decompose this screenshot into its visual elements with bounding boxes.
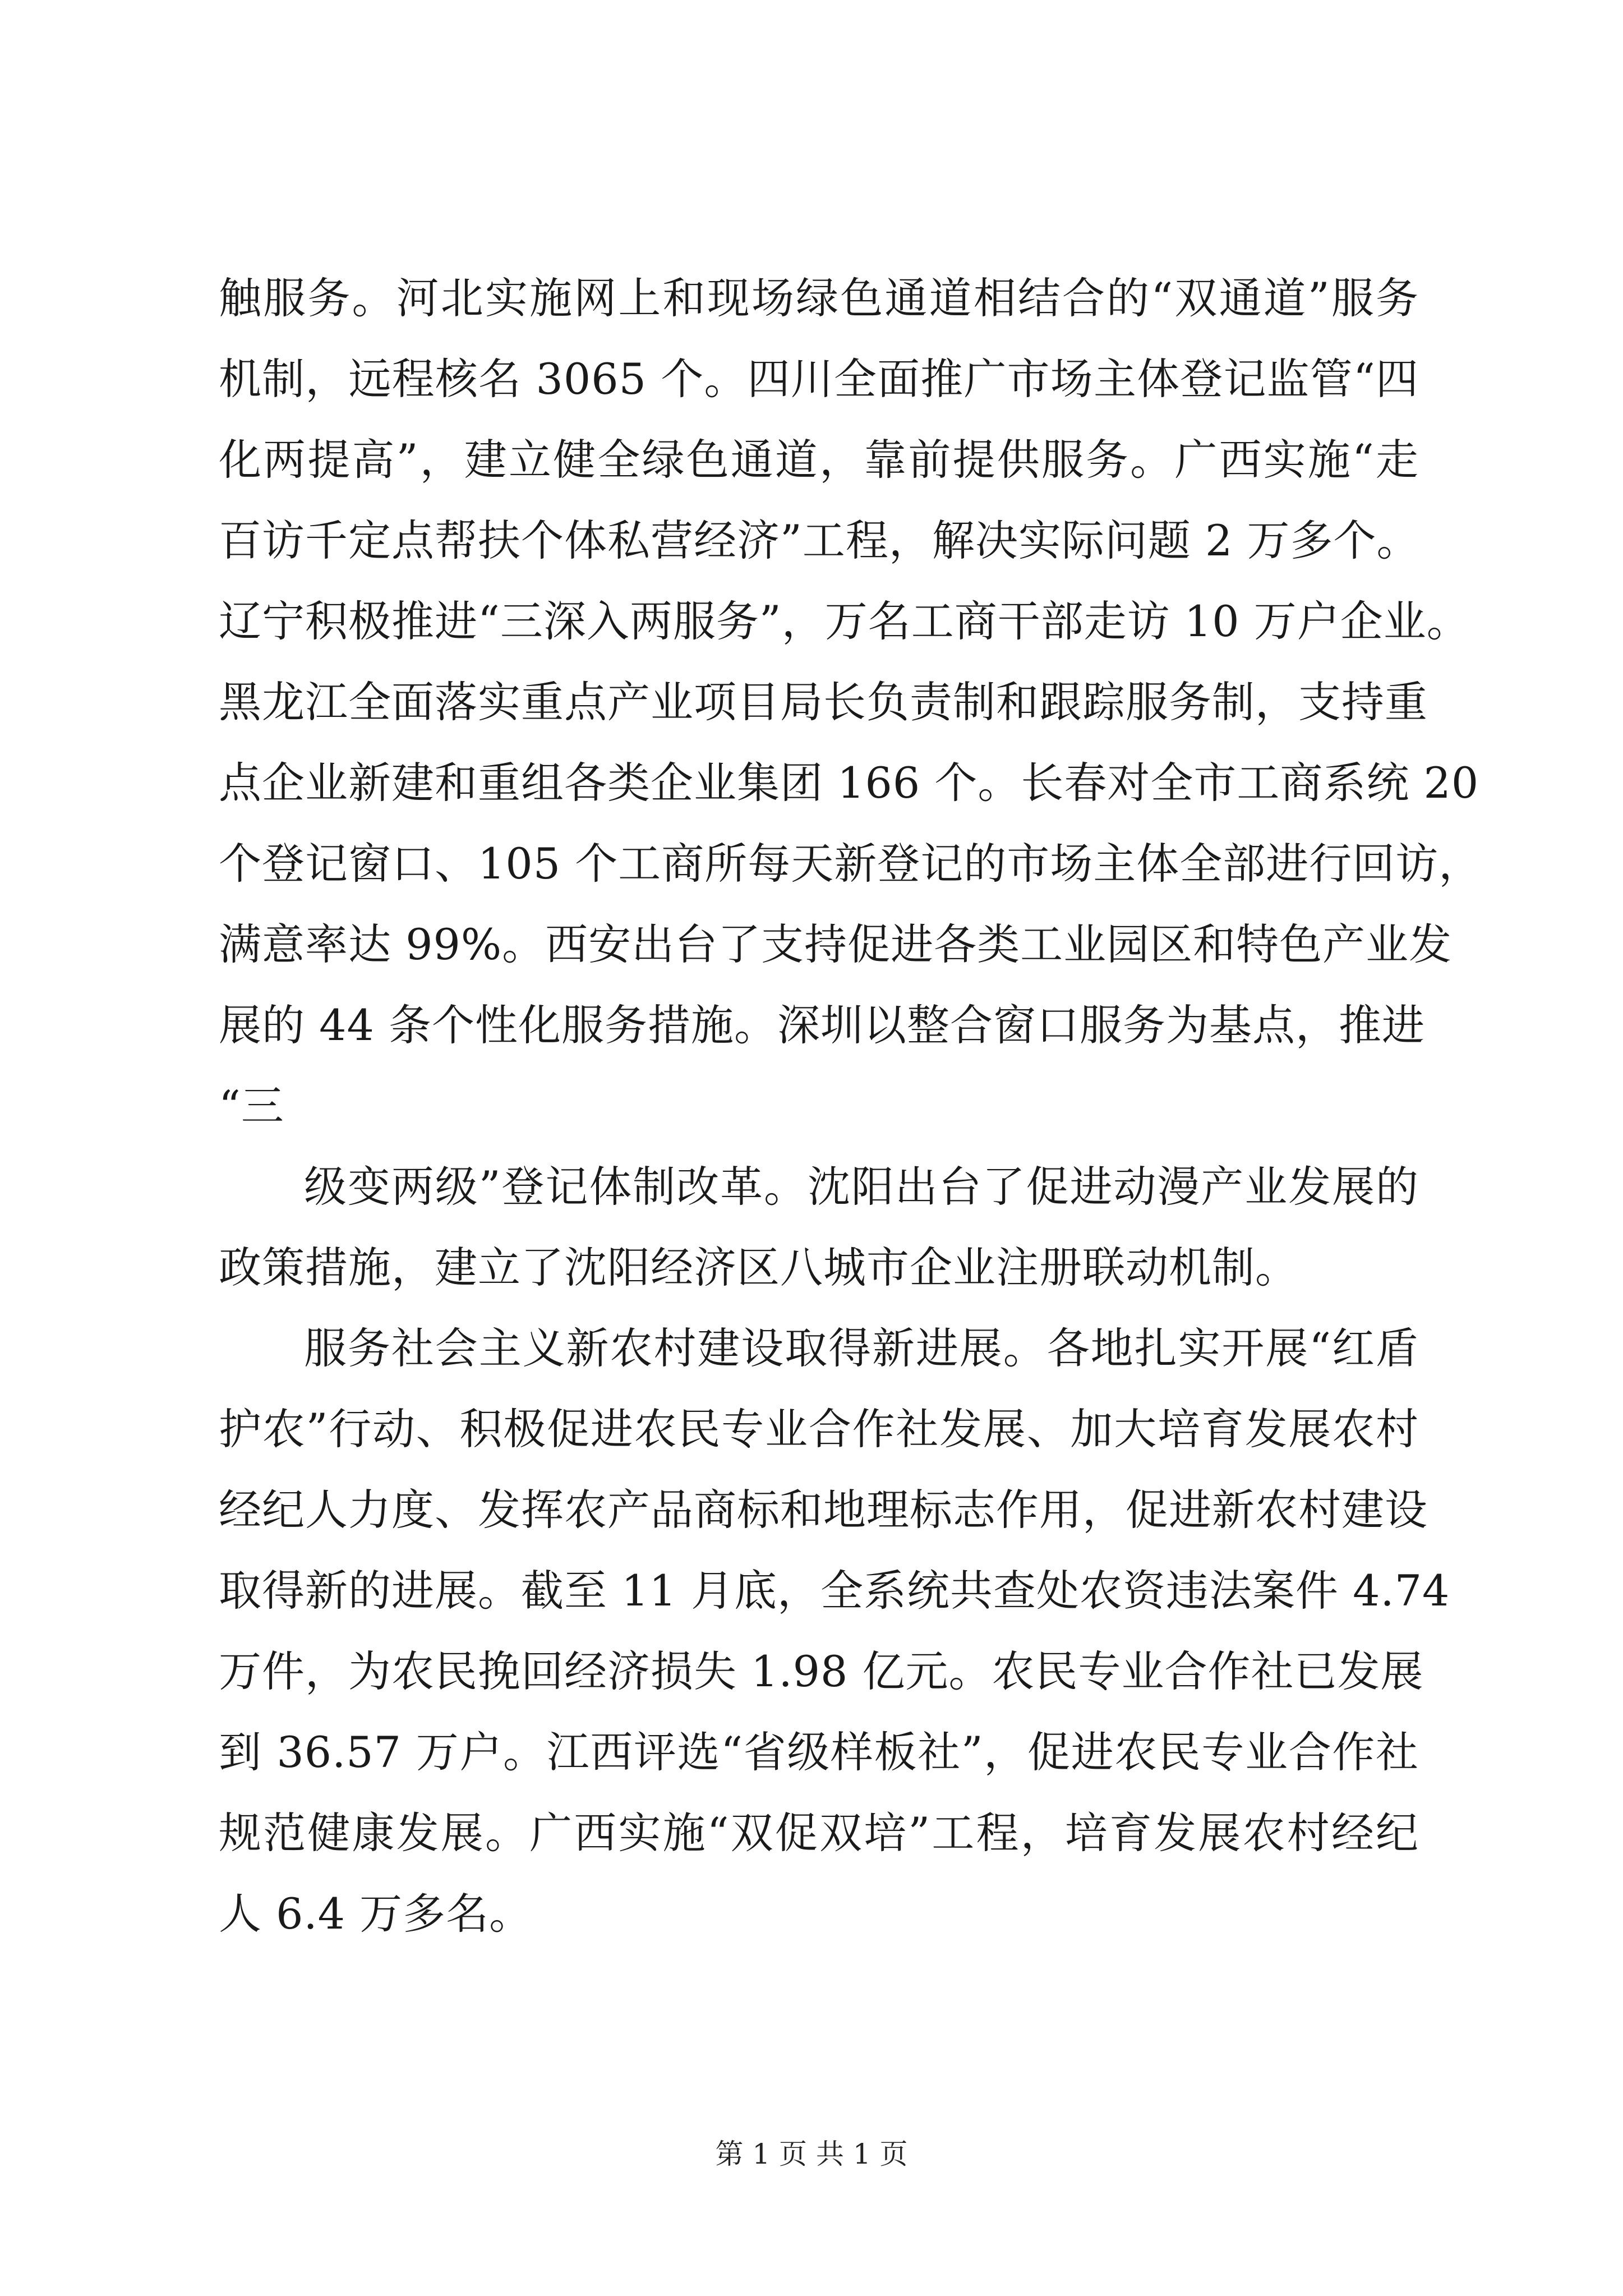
text-line: 辽宁积极推进“三深入两服务”，万名工商干部走访 10 万户企业。 <box>219 596 1470 646</box>
paragraph-start-line: 服务社会主义新农村建设取得新进展。各地扎实开展“红盾 <box>304 1323 1419 1373</box>
text-line: “三 <box>219 1081 284 1131</box>
text-line: 点企业新建和重组各类企业集团 166 个。长春对全市工商系统 20 <box>219 758 1479 808</box>
text-line: 触服务。河北实施网上和现场绿色通道相结合的“双通道”服务 <box>219 273 1419 323</box>
text-line: 护农”行动、积极促进农民专业合作社发展、加大培育发展农村 <box>219 1404 1419 1454</box>
text-line: 万件，为农民挽回经济损失 1.98 亿元。农民专业合作社已发展 <box>219 1646 1424 1696</box>
text-line: 规范健康发展。广西实施“双促双培”工程，培育发展农村经纪 <box>219 1808 1419 1858</box>
text-line: 取得新的进展。截至 11 月底，全系统共查处农资违法案件 4.74 <box>219 1566 1450 1616</box>
text-line: 满意率达 99%。西安出台了支持促进各类工业园区和特色产业发 <box>219 919 1453 969</box>
text-line: 机制，远程核名 3065 个。四川全面推广市场主体登记监管“四 <box>219 354 1419 404</box>
text-line: 政策措施，建立了沈阳经济区八城市企业注册联动机制。 <box>219 1243 1298 1292</box>
text-line: 展的 44 条个性化服务措施。深圳以整合窗口服务为基点，推进 <box>219 1000 1426 1050</box>
text-line: 化两提高”，建立健全绿色通道，靠前提供服务。广西实施“走 <box>219 435 1419 485</box>
text-line: 人 6.4 万多名。 <box>219 1889 533 1939</box>
text-line: 黑龙江全面落实重点产业项目局长负责制和跟踪服务制，支持重 <box>219 677 1428 727</box>
document-body <box>219 258 1482 1954</box>
paragraph-start-line: 级变两级”登记体制改革。沈阳出台了促进动漫产业发展的 <box>304 1162 1419 1212</box>
text-line: 到 36.57 万户。江西评选“省级样板社”，促进农民专业合作社 <box>219 1727 1419 1777</box>
text-line: 百访千定点帮扶个体私营经济”工程，解决实际问题 2 万多个。 <box>219 516 1420 565</box>
text-line: 经纪人力度、发挥农产品商标和地理标志作用，促进新农村建设 <box>219 1485 1428 1535</box>
text-line: 个登记窗口、105 个工商所每天新登记的市场主体全部进行回访， <box>219 839 1482 889</box>
page-footer: 第 1 页 共 1 页 <box>715 2138 908 2170</box>
